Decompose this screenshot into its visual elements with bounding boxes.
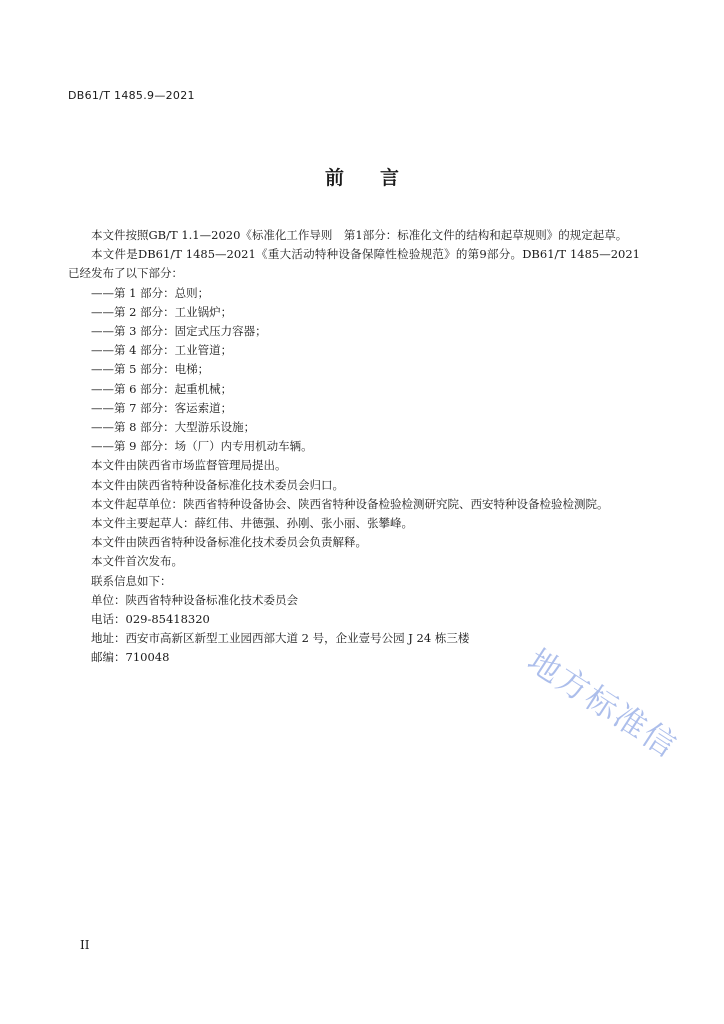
paragraph-drafting-basis: 本文件按照GB/T 1.1—2020《标准化工作导则 第1部分：标准化文件的结构和起草规则》的规定起草。: [91, 228, 628, 242]
list-item-part-4: ——第 4 部分：工业管道；: [91, 343, 233, 358]
contact-address: 地址：西安市高新区新型工业园西部大道 2 号，企业壹号公园 J 24 栋三楼: [91, 631, 470, 646]
list-item-part-6: ——第 6 部分：起重机械；: [91, 381, 233, 396]
page-number: II: [80, 938, 90, 952]
watermark: 地方标准信: [521, 641, 685, 766]
paragraph-proposed-by: 本文件由陕西省市场监督管理局提出。: [91, 458, 287, 473]
list-item-part-7: ——第 7 部分：客运索道；: [91, 400, 233, 415]
contact-unit: 单位：陕西省特种设备标准化技术委员会: [91, 592, 298, 607]
paragraph-drafters: 本文件主要起草人：薛红伟、井德强、孙刚、张小丽、张攀峰。: [91, 516, 413, 531]
paragraph-drafting-units: 本文件起草单位：陕西省特种设备协会、陕西省特种设备检验检测研究院、西安特种设备检验检测院。: [91, 496, 609, 511]
list-item-part-3: ——第 3 部分：固定式压力容器；: [91, 324, 267, 339]
contact-phone: 电话：029-85418320: [91, 612, 210, 627]
contact-postcode: 邮编：710048: [91, 650, 170, 665]
paragraph-first-release: 本文件首次发布。: [91, 554, 183, 569]
paragraph-centralized-by: 本文件由陕西省特种设备标准化技术委员会归口。: [91, 477, 344, 492]
document-code: DB61/T 1485.9—2021: [68, 89, 195, 102]
list-item-part-5: ——第 5 部分：电梯；: [91, 362, 210, 377]
list-item-part-2: ——第 2 部分：工业锅炉；: [91, 304, 233, 319]
list-item-part-8: ——第 8 部分：大型游乐设施；: [91, 420, 256, 435]
paragraph-series-info: 本文件是DB61/T 1485—2021《重大活动特种设备保障性检验规范》的第9部分。DB61/T 1485—2021已经发布了以下部分：: [68, 247, 640, 281]
list-item-part-1: ——第 1 部分：总则；: [91, 285, 210, 300]
list-item-part-9: ——第 9 部分：场（厂）内专用机动车辆。: [91, 439, 313, 454]
foreword-body: [68, 226, 640, 668]
paragraph-interpreted-by: 本文件由陕西省特种设备标准化技术委员会负责解释。: [91, 535, 367, 550]
page-title: 前言: [324, 167, 435, 189]
contact-heading: 联系信息如下：: [91, 573, 172, 588]
